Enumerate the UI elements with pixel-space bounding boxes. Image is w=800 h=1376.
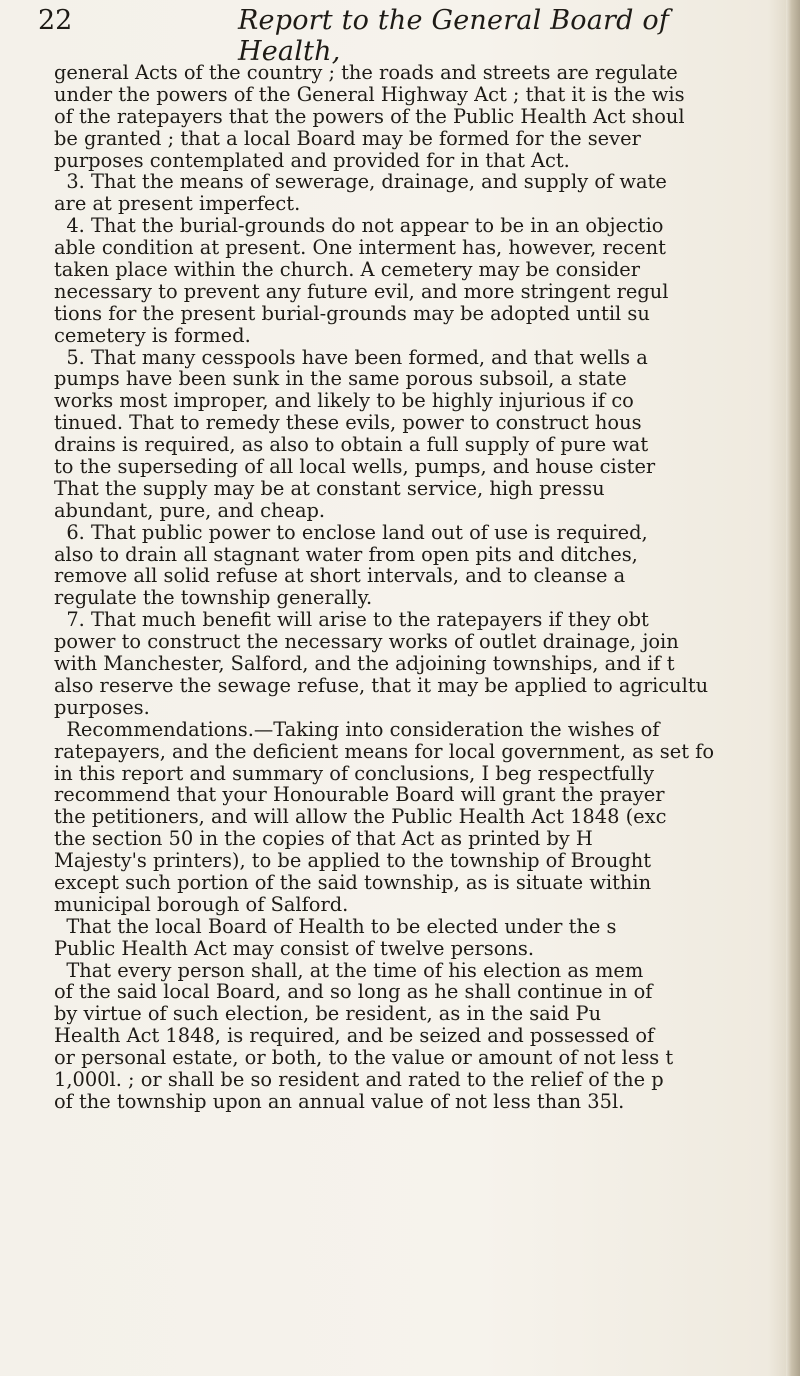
text-line: in this report and summary of conclusions, I beg respectfully: [54, 761, 655, 785]
page-header: [38, 0, 778, 67]
text-line: taken place within the church. A cemetery may be consider: [54, 258, 641, 282]
text-line: necessary to prevent any future evil, and more stringent regul: [54, 279, 669, 303]
text-line: Public Health Act may consist of twelve persons.: [54, 936, 534, 960]
text-line: purposes.: [54, 695, 150, 719]
text-line: or personal estate, or both, to the value or amount of not less t: [54, 1046, 674, 1070]
text-line: power to construct the necessary works of outlet drainage, join: [54, 630, 679, 654]
text-line: cemetery is formed.: [54, 323, 251, 347]
text-line: are at present imperfect.: [54, 192, 301, 216]
text-line: That the supply may be at constant service, high pressu: [54, 476, 605, 500]
text-line: Majesty's printers), to be applied to the township of Brought: [54, 849, 652, 873]
text-line: tions for the present burial-grounds may be adopted until su: [54, 301, 650, 325]
text-line: general Acts of the country ; the roads and streets are regulate: [54, 62, 678, 84]
text-line: of the township upon an annual value of not less than 35l.: [54, 1089, 625, 1113]
text-line: the section 50 in the copies of that Act as printed by H: [54, 827, 593, 851]
body-text: [54, 62, 784, 1113]
page-number: 22: [38, 5, 73, 36]
text-line: 1,000l. ; or shall be so resident and rated to the relief of the p: [54, 1067, 664, 1091]
text-line: be granted ; that a local Board may be formed for the sever: [54, 126, 641, 150]
text-line: 3. That the means of sewerage, drainage, and supply of wate: [54, 170, 667, 194]
text-line: drains is required, as also to obtain a full supply of pure wat: [54, 433, 649, 457]
text-line: 4. That the burial-grounds do not appear to be in an objectio: [54, 214, 664, 238]
text-line: abundant, pure, and cheap.: [54, 498, 326, 522]
text-line: except such portion of the said township, as is situate within: [54, 870, 652, 894]
text-line: the petitioners, and will allow the Public Health Act 1848 (exc: [54, 805, 667, 829]
text-line: works most improper, and likely to be highly injurious if co: [54, 389, 634, 413]
text-line: ratepayers, and the deficient means for local government, as set fo: [54, 739, 715, 763]
text-line: also reserve the sewage refuse, that it may be applied to agricultu: [54, 673, 709, 697]
text-line: Health Act 1848, is required, and be seized and possessed of: [54, 1024, 655, 1048]
text-line: of the said local Board, and so long as he shall continue in of: [54, 980, 653, 1004]
text-line: 5. That many cesspools have been formed, and that wells a: [54, 345, 648, 369]
text-line: of the ratepayers that the powers of the Public Health Act shoul: [54, 104, 685, 128]
text-line: also to drain all stagnant water from open pits and ditches,: [54, 542, 638, 566]
text-line: with Manchester, Salford, and the adjoining townships, and if t: [54, 652, 675, 676]
text-line: Recommendations.—Taking into consideration the wishes of: [54, 717, 660, 741]
text-line: That the local Board of Health to be elected under the s: [54, 914, 617, 938]
text-line: 6. That public power to enclose land out of use is required,: [54, 520, 648, 544]
running-title: Report to the General Board of Health,: [238, 5, 670, 67]
text-line: municipal borough of Salford.: [54, 892, 349, 916]
text-line: regulate the township generally.: [54, 586, 373, 610]
page-edge-shadow: [786, 0, 800, 1376]
text-line: able condition at present. One interment has, however, recent: [54, 236, 666, 260]
text-line: purposes contemplated and provided for in that Act.: [54, 148, 570, 172]
text-line: That every person shall, at the time of his election as mem: [54, 958, 644, 982]
text-line: under the powers of the General Highway Act ; that it is the wis: [54, 82, 685, 106]
text-line: remove all solid refuse at short intervals, and to cleanse a: [54, 564, 626, 588]
text-line: pumps have been sunk in the same porous subsoil, a state: [54, 367, 627, 391]
text-line: to the superseding of all local wells, pumps, and house cister: [54, 455, 656, 479]
text-line: recommend that your Honourable Board will grant the prayer: [54, 783, 665, 807]
text-line: tinued. That to remedy these evils, power to construct hous: [54, 411, 642, 435]
text-line: by virtue of such election, be resident, as in the said Pu: [54, 1002, 602, 1026]
text-line: 7. That much benefit will arise to the ratepayers if they obt: [54, 608, 649, 632]
